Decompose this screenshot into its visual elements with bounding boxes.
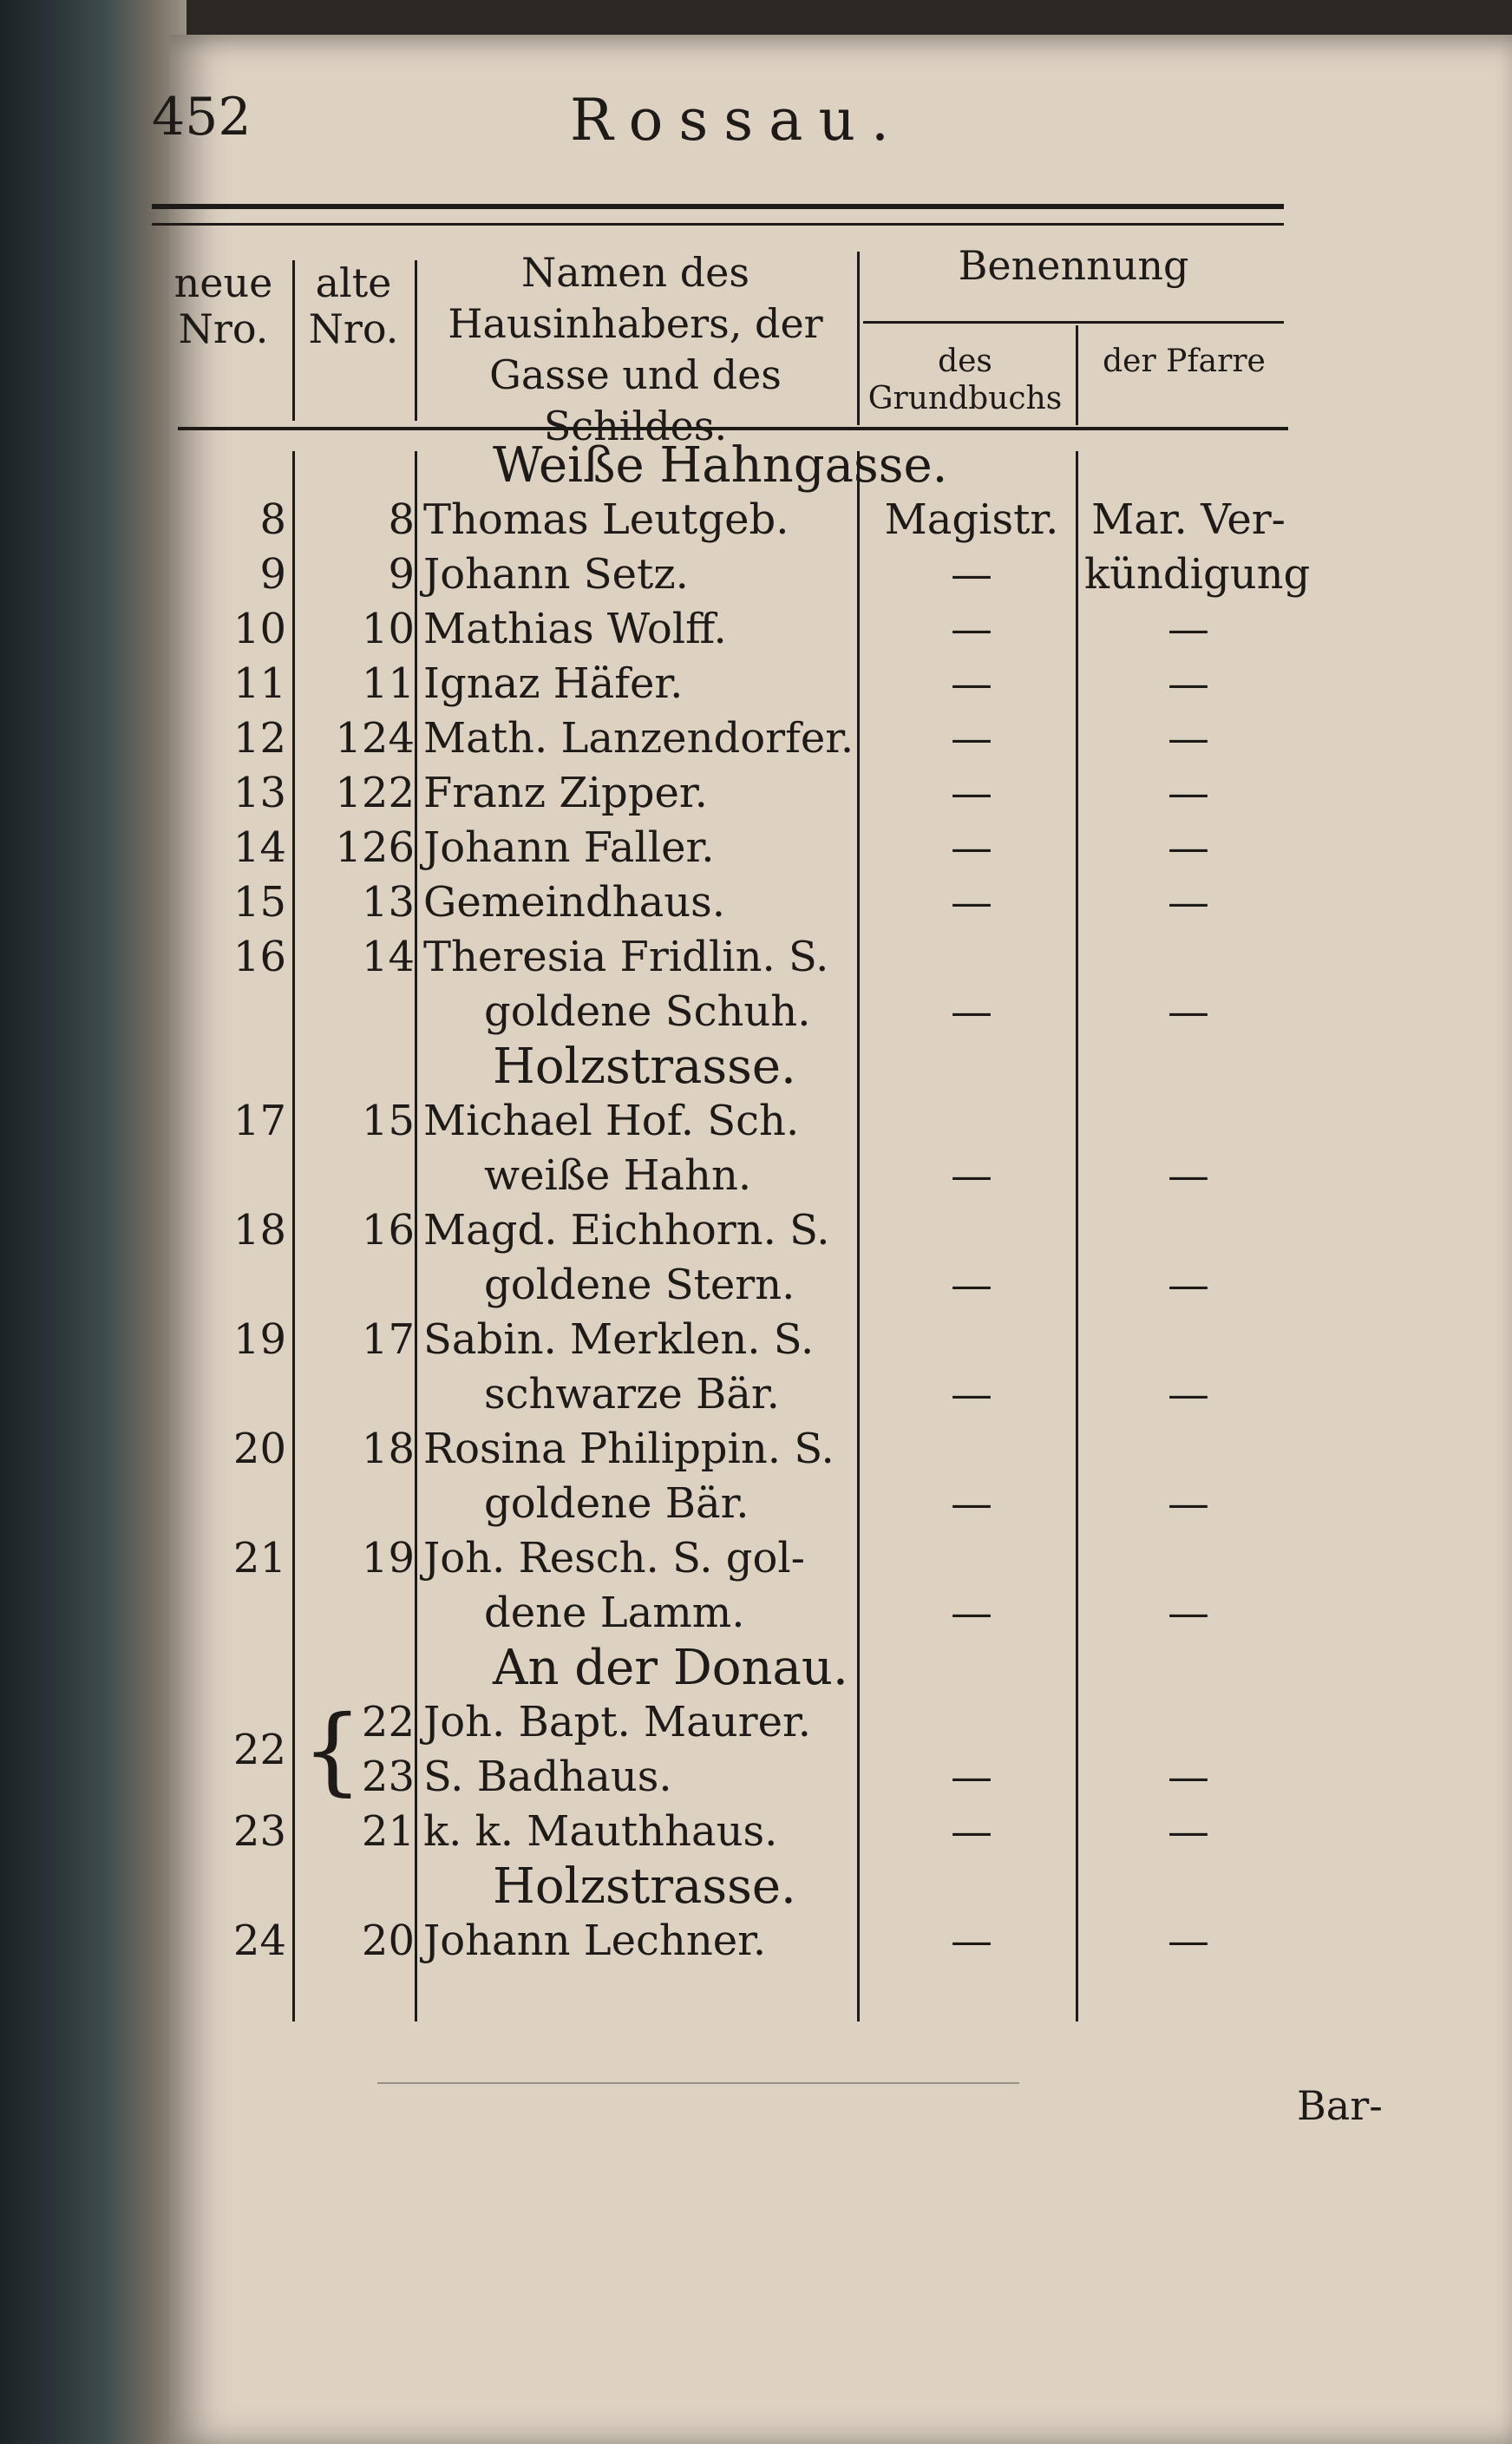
table-row bbox=[156, 1313, 1293, 1367]
column-rule-grund bbox=[1076, 325, 1078, 425]
street-name: Holzstrasse. bbox=[493, 1858, 796, 1915]
entry-name: Mathias Wolff. bbox=[423, 605, 727, 653]
grundbuch-cell bbox=[867, 1531, 1076, 1586]
table-row bbox=[156, 875, 1293, 930]
pfarre-cell bbox=[1084, 1422, 1293, 1477]
table-row bbox=[156, 1367, 1293, 1422]
header-double-rule bbox=[152, 204, 1284, 226]
grundbuch-cell: Magistr. bbox=[884, 495, 1059, 544]
pfarre-cell: kündigung bbox=[1084, 550, 1311, 599]
neue-nro-cell: 16 bbox=[232, 933, 286, 981]
table-row bbox=[156, 930, 1293, 985]
grundbuch-cell: — bbox=[951, 605, 992, 653]
brace-group-neue-nro: 22 bbox=[232, 1726, 286, 1774]
pfarre-cell: — bbox=[1168, 823, 1209, 872]
neue-nro-cell: 9 bbox=[259, 550, 286, 599]
alte-nro-cell: 122 bbox=[335, 769, 415, 817]
header-bottom-rule bbox=[178, 427, 1288, 430]
header-pfarre: der Pfarre bbox=[1103, 344, 1266, 379]
pfarre-cell bbox=[1084, 1695, 1293, 1750]
header-benennung: Benennung bbox=[958, 242, 1189, 289]
pfarre-cell bbox=[1084, 1531, 1293, 1586]
entry-name: Theresia Fridlin. S. bbox=[423, 933, 829, 981]
entry-name-continued: schwarze Bär. bbox=[484, 1370, 780, 1419]
neue-nro-cell: 12 bbox=[232, 714, 286, 763]
grundbuch-cell bbox=[867, 1094, 1076, 1149]
neue-nro-cell: 18 bbox=[232, 1206, 286, 1255]
alte-nro-cell: 8 bbox=[388, 495, 415, 544]
grundbuch-cell: — bbox=[951, 1589, 992, 1637]
alte-nro-cell: 14 bbox=[361, 933, 415, 981]
entry-name: Michael Hof. Sch. bbox=[423, 1097, 800, 1145]
pfarre-cell bbox=[1084, 1094, 1293, 1149]
table-row bbox=[156, 1750, 1293, 1805]
alte-nro-cell: 11 bbox=[361, 659, 415, 708]
table-row bbox=[156, 493, 1293, 547]
column-rule-alte bbox=[415, 260, 417, 421]
entry-name: Franz Zipper. bbox=[423, 769, 708, 817]
neue-nro-cell: 20 bbox=[232, 1425, 286, 1473]
table-row bbox=[156, 1094, 1293, 1149]
alte-nro-cell: 15 bbox=[361, 1097, 415, 1145]
grundbuch-cell bbox=[867, 1203, 1076, 1258]
grundbuch-cell: — bbox=[951, 659, 992, 708]
street-heading-row bbox=[156, 1039, 1293, 1094]
pfarre-cell: — bbox=[1168, 987, 1209, 1036]
entry-name: Thomas Leutgeb. bbox=[423, 495, 789, 544]
street-name: An der Donau. bbox=[493, 1640, 848, 1696]
street-name: Weiße Hahngasse. bbox=[493, 437, 948, 494]
curly-brace: { bbox=[302, 1694, 363, 1805]
table-row bbox=[156, 1586, 1293, 1641]
grundbuch-cell bbox=[867, 1313, 1076, 1367]
pfarre-cell bbox=[1084, 930, 1293, 985]
entry-name: Johann Setz. bbox=[423, 550, 689, 599]
pfarre-cell: — bbox=[1168, 1917, 1209, 1965]
neue-nro-cell: 10 bbox=[232, 605, 286, 653]
grundbuch-cell: — bbox=[951, 550, 992, 599]
table-row bbox=[156, 1477, 1293, 1531]
table-row bbox=[156, 657, 1293, 711]
entry-name: Joh. Bapt. Maurer. bbox=[423, 1698, 811, 1746]
grundbuch-cell: — bbox=[951, 878, 992, 927]
house-register-table bbox=[156, 437, 1311, 1969]
entry-name-continued: weiße Hahn. bbox=[484, 1151, 752, 1200]
pfarre-cell: — bbox=[1168, 1753, 1209, 1801]
neue-nro-cell: 21 bbox=[232, 1534, 286, 1582]
neue-nro-cell bbox=[156, 1750, 286, 1805]
table-row bbox=[156, 547, 1311, 602]
grundbuch-cell: — bbox=[951, 1753, 992, 1801]
entry-name: Sabin. Merklen. S. bbox=[423, 1315, 815, 1364]
running-head: Rossau. bbox=[569, 87, 905, 154]
pfarre-cell: — bbox=[1168, 1807, 1209, 1856]
header-neue-nro: neue Nro. bbox=[173, 259, 273, 352]
header-alte-nro: alte Nro. bbox=[308, 259, 399, 352]
street-heading-row bbox=[156, 1641, 1293, 1695]
entry-name: Johann Faller. bbox=[423, 823, 715, 872]
grundbuch-cell: — bbox=[951, 1261, 992, 1309]
bottom-faint-rule bbox=[377, 2082, 1019, 2084]
street-heading-row bbox=[156, 1859, 1293, 1914]
header-grundbuchs: des Grundbuchs bbox=[867, 344, 1063, 417]
alte-nro-cell: 10 bbox=[361, 605, 415, 653]
alte-nro-cell: 124 bbox=[335, 714, 415, 763]
grundbuch-cell: — bbox=[951, 769, 992, 817]
neue-nro-cell: 23 bbox=[232, 1807, 286, 1856]
column-rule-neue bbox=[292, 260, 295, 421]
column-rule-namen bbox=[857, 252, 860, 425]
alte-nro-cell: 18 bbox=[361, 1425, 415, 1473]
grundbuch-cell: — bbox=[951, 1370, 992, 1419]
grundbuch-cell: — bbox=[951, 823, 992, 872]
street-heading-row bbox=[156, 438, 1293, 493]
neue-nro-cell: 15 bbox=[232, 878, 286, 927]
page-number: 452 bbox=[152, 87, 252, 147]
grundbuch-cell: — bbox=[951, 1807, 992, 1856]
entry-name-continued: goldene Stern. bbox=[484, 1261, 795, 1309]
entry-name: Magd. Eichhorn. S. bbox=[423, 1206, 830, 1255]
entry-name: Ignaz Häfer. bbox=[423, 659, 684, 708]
entry-name: k. k. Mauthhaus. bbox=[423, 1807, 778, 1856]
alte-nro-cell: 20 bbox=[361, 1917, 415, 1965]
alte-nro-cell: 9 bbox=[388, 550, 415, 599]
grundbuch-cell bbox=[867, 1422, 1076, 1477]
neue-nro-cell: 11 bbox=[232, 659, 286, 708]
alte-nro-cell: 126 bbox=[335, 823, 415, 872]
table-row bbox=[156, 1531, 1293, 1586]
entry-name: Gemeindhaus. bbox=[423, 878, 725, 927]
alte-nro-cell: 23 bbox=[361, 1753, 415, 1801]
neue-nro-cell: 14 bbox=[232, 823, 286, 872]
grundbuch-cell bbox=[867, 930, 1076, 985]
alte-nro-cell: 13 bbox=[361, 878, 415, 927]
alte-nro-cell: 16 bbox=[361, 1206, 415, 1255]
neue-nro-cell: 17 bbox=[232, 1097, 286, 1145]
pfarre-cell: Mar. Ver- bbox=[1091, 495, 1286, 544]
table-row bbox=[156, 1914, 1293, 1969]
entry-name: Joh. Resch. S. gol- bbox=[423, 1534, 805, 1582]
grundbuch-cell: — bbox=[951, 1479, 992, 1528]
neue-nro-cell: 8 bbox=[259, 495, 286, 544]
header-namen: Namen des Hausinhabers, der Gasse und des Schildes. bbox=[448, 249, 823, 449]
pfarre-cell: — bbox=[1168, 878, 1209, 927]
entry-name: Rosina Philippin. S. bbox=[423, 1425, 835, 1473]
pfarre-cell bbox=[1084, 1313, 1293, 1367]
catchword: Bar- bbox=[1297, 2082, 1383, 2129]
grundbuch-cell: — bbox=[951, 1917, 992, 1965]
table-row bbox=[156, 1805, 1293, 1859]
alte-nro-cell: 17 bbox=[361, 1315, 415, 1364]
pfarre-cell: — bbox=[1168, 659, 1209, 708]
table-row bbox=[156, 766, 1293, 821]
entry-name: S. Badhaus. bbox=[423, 1753, 672, 1801]
alte-nro-cell: 22 bbox=[361, 1698, 415, 1746]
grundbuch-cell: — bbox=[951, 1151, 992, 1200]
neue-nro-cell: 24 bbox=[232, 1917, 286, 1965]
pfarre-cell: — bbox=[1168, 1589, 1209, 1637]
entry-name: Math. Lanzendorfer. bbox=[423, 714, 854, 763]
alte-nro-cell: 21 bbox=[361, 1807, 415, 1856]
pfarre-cell: — bbox=[1168, 1261, 1209, 1309]
pfarre-cell: — bbox=[1168, 1151, 1209, 1200]
pfarre-cell: — bbox=[1168, 714, 1209, 763]
entry-name: Johann Lechner. bbox=[423, 1917, 767, 1965]
neue-nro-cell: 13 bbox=[232, 769, 286, 817]
table-row bbox=[156, 985, 1293, 1039]
table-row bbox=[156, 602, 1293, 657]
table-row bbox=[156, 1149, 1293, 1203]
pfarre-cell bbox=[1084, 1203, 1293, 1258]
alte-nro-cell: 19 bbox=[361, 1534, 415, 1582]
pfarre-cell: — bbox=[1168, 605, 1209, 653]
table-row bbox=[156, 1203, 1293, 1258]
table-row bbox=[156, 821, 1293, 875]
grundbuch-cell: — bbox=[951, 714, 992, 763]
table-row bbox=[156, 1422, 1293, 1477]
street-name: Holzstrasse. bbox=[493, 1039, 796, 1095]
neue-nro-cell: 19 bbox=[232, 1315, 286, 1364]
entry-name-continued: dene Lamm. bbox=[484, 1589, 745, 1637]
pfarre-cell: — bbox=[1168, 769, 1209, 817]
entry-name-continued: goldene Schuh. bbox=[484, 987, 811, 1036]
pfarre-cell: — bbox=[1168, 1370, 1209, 1419]
table-row bbox=[156, 711, 1293, 766]
benennung-rule bbox=[863, 321, 1284, 324]
grundbuch-cell bbox=[867, 1695, 1076, 1750]
pfarre-cell: — bbox=[1168, 1479, 1209, 1528]
table-row bbox=[156, 1258, 1293, 1313]
grundbuch-cell: — bbox=[951, 987, 992, 1036]
entry-name-continued: goldene Bär. bbox=[484, 1479, 749, 1528]
